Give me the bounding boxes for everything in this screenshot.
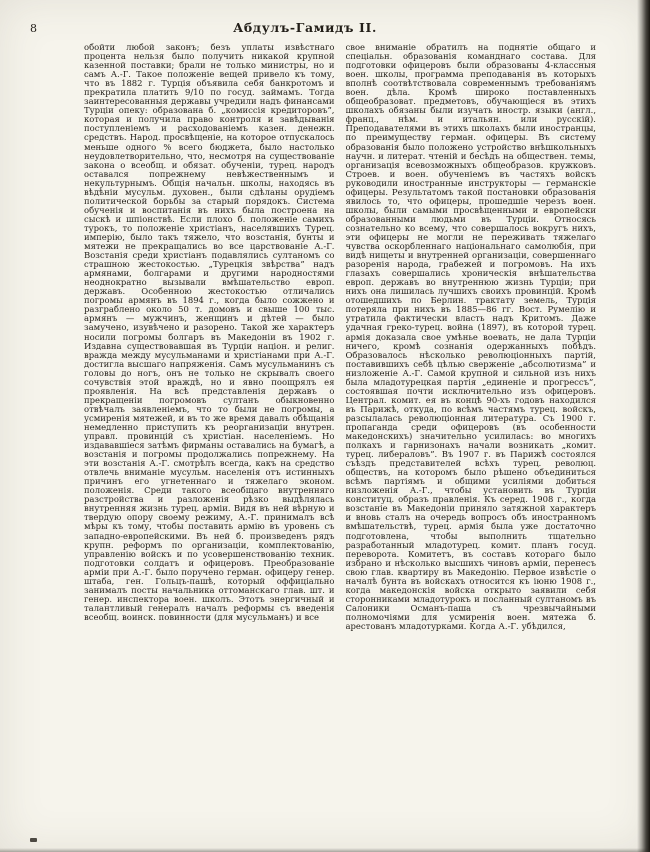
page-header-title: Абдулъ-Гамидъ II. bbox=[233, 20, 377, 35]
text-columns bbox=[84, 43, 596, 846]
left-column-text: обойти любой законъ; безъ уплаты извѣстнаго процента нельзя было получить никакой крупной казенной поставки; брали не только министры, но и самъ А.-Г. Такое положеніе вещей привело къ тому, что въ 1882 г. Турція объявила себя банкротомъ и прекратила платить 9/10 по госуд. займамъ. Тогда заинтересованныя державы учредили надъ финансами Турціи опеку: образована б. „комиссія кредиторовъ”, которая и получила право контроля и завѣдыванія поступленіемъ и расходованіемъ казен. денежн. средствъ. Народ. просвѣщеніе, на которое отпускалось меньше одного % всего бюджета, было настолько неудовлетворительно, что, несмотря на существованіе закона о всеобщ. и обязат. обученіи, турец. народъ оставался попрежнему невѣжественнымъ и некультурнымъ. Общія начальн. школы, находясь въ вѣдѣніи мусульм. духовен., были сдѣланы орудіемъ политической борьбы за старый порядокъ. Система обученія и воспитанія въ нихъ была построена на сыскѣ и шпіонствѣ. Если плохо б. положеніе самихъ турокъ, то положеніе христіанъ, населявшихъ Турец. имперію, было такъ тяжело, что возстанія, бунты и мятежи не прекращались во все царствованіе А.-Г. Возстанія среди христіанъ подавлялись султаномъ со страшною жестокостью. „Турецкія звѣрства” надъ армянами, болгарами и другими народностями неоднократно вызывали вмѣшательство европ. державъ. Особенною жестокостью отличались погромы армянъ въ 1894 г., когда было сожжено и разграблено около 50 т. домовъ и свыше 100 тыс. армянъ — мужчинъ, женщинъ и дѣтей — было замучено, изувѣчено и разорено. Такой же характеръ носили погромы болгаръ въ Македоніи въ 1902 г. Издавна существовавшая въ Турціи націон. и религ. вражда между мусульманами и христіанами при А.-Г. достигла высшаго напряженія. Самъ мусульманинъ съ головы до ногъ, онъ не только не скрывалъ своего сочувствія этой враждѣ, но и явно поощрялъ ея проявленія. На всѣ представленія державъ о прекращеніи погромовъ султанъ обыкновенно отвѣчалъ заявленіемъ, что то были не погромы, а усмиренія мятежей, и въ то же время давалъ обѣщанія немедленно приступить къ реорганизаціи внутрен. управл. провинцій съ христіан. населеніемъ. Но издававшіеся затѣмъ фирманы оставались на бумагѣ, а возстанія и погромы продолжались попрежнему. На эти возстанія А.-Г. смотрѣлъ всегда, какъ на средство отвлечь вниманіе мусульм. населенія отъ истинныхъ причинъ его угнетеннаго и тяжелаго эконом. положенія. Среди такого всеобщаго внутренняго разстройства и разложенія рѣзко выдѣлялась внутренняя жизнь турец. арміи. Видя въ ней вѣрную и твердую опору своему режиму, А.-Г. принималъ всѣ мѣры къ тому, чтобы поставить армію въ уровень съ западно-европейскими. Въ ней б. произведенъ рядъ крупн. реформъ по организаціи, комплектованію, управленію войскъ и по усовершенствованію техник. подготовки солдатъ и офицеровъ. Преобразованіе арміи при А.-Г. было поручено герман. офицеру генер. штаба, ген. Гольцъ-пашѣ, который оффиціально занималъ посты начальника оттоманскаго глав. шт. и генер. инспектора воен. школъ. Этотъ энергичный и талантливый генералъ началъ реформы съ введенія всеобщ. воинск. повинности (для мусульманъ) и все bbox=[84, 43, 335, 622]
page-number: 8 bbox=[30, 22, 38, 35]
right-column-text: свое вниманіе обратилъ на поднятіе общаго и спеціальн. образованія команднаго состава. Для подготовки офицеровъ были образованы 4-классныя воен. школы, программа преподаванія въ которыхъ вполнѣ соотвѣтствовала современнымъ требованіямъ воен. дѣла. Кромѣ широко поставленныхъ общеобразоват. предметовъ, обучающіеся въ этихъ школахъ обязаны были изучать иностр. языки (англ., франц., нѣм. и итальян. или русскій). Преподавателями въ этихъ школахъ были иностранцы, по преимуществу герман. офицеры. Въ систему образованія было положено устройство внѣшкольныхъ научн. и литерат. чтеній и бесѣдъ на обществен. темы, организація всевозможныхъ общеобразов. кружковъ. Строев. и воен. обученіемъ въ частяхъ войскъ руководили иностранные инструкторы — германскіе офицеры. Результатомъ такой постановки образованія явилось то, что офицеры, прошедшіе черезъ воен. школы, были самыми просвѣщенными и европейски образованными людьми въ Турціи. Относясь сознательно ко всему, что совершалось вокругъ нихъ, эти офицеры не могли не переживать тяжелаго чувства оскорбленнаго національнаго самолюбія, при видѣ нищеты и внутренней организаціи, совершеннаго разоренія народа, грабежей и погромовъ. На ихъ глазахъ совершались хроническія внѣшательства европ. державъ во внутреннюю жизнь Турціи; при нихъ она лишилась лучшихъ своихъ провинцій. Кромѣ отошедшихъ по Берлин. трактату земель, Турція потеряла при нихъ въ 1885—86 гг. Вост. Румелію и утратила фактически власть надъ Критомъ. Даже удачная греко-турец. война (1897), въ которой турец. армія доказала свое умѣнье воевать, не дала Турціи ничего, кромѣ сознанія одержанныхъ побѣдъ. Образовалось нѣсколько революціонныхъ партій, поставившихъ себѣ цѣлью сверженіе „абсолютизма” и низложеніе А.-Г. Самой крупной и сильной изъ нихъ была младотурецкая партія „единеніе и прогрессъ”, состоявшая почти исключительно изъ офицеровъ. Централ. комит. ея въ концѣ 90-хъ годовъ находился въ Парижѣ, откуда, по всѣмъ частямъ турец. войскъ, разсылалась революціонная литература. Съ 1900 г. пропаганда среди офицеровъ (въ особенности македонскихъ) значительно усилилась: во многихъ полкахъ и гарнизонахъ начали возникать „комит. турец. либераловъ”. Въ 1907 г. въ Парижѣ состоялся съѣздъ представителей всѣхъ турец. революц. обществъ, на которомъ было рѣшено объединиться всѣмъ партіямъ и общими усиліями добиться низложенія А.-Г., чтобы установить въ Турціи конституц. образъ правленія. Къ серед. 1908 г., когда возстаніе въ Македоніи приняло затяжной характеръ и вновь сталъ на очередь вопросъ объ иностранномъ вмѣшательствѣ, турец. армія была уже достаточно подготовлена, чтобы выполнить тщательно разработанный младотурец. комит. планъ госуд. переворота. Комитетъ, въ составъ котораго было избрано и нѣсколько высшихъ чиновъ арміи, перенесъ свою глав. квартиру въ Македонію. Первое извѣстіе о началѣ бунта въ войскахъ относится къ іюню 1908 г., когда македонскія войска открыто заявили себя сторонниками младотурокъ и посланный султаномъ въ Салоники Османъ-паша съ чрезвычайными полномочіями для усмиренія воен. мятежа б. арестованъ младотурками. Когда А.-Г. убѣдился, bbox=[345, 43, 596, 631]
scan-edge-shadow bbox=[637, 0, 650, 852]
scan-bottom-shadow bbox=[0, 848, 650, 852]
scan-speck bbox=[30, 838, 37, 842]
